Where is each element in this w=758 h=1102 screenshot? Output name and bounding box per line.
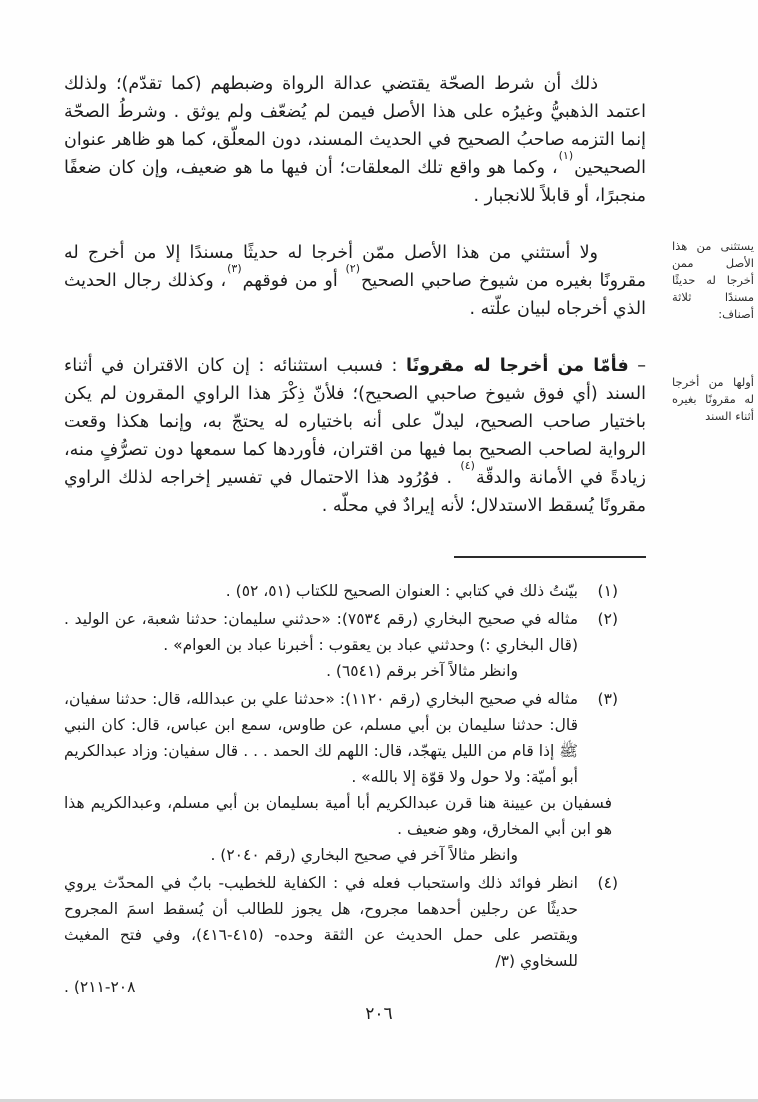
footnote-4-marker: (٤) [597, 874, 618, 892]
paragraph-3-dash: – [628, 356, 646, 376]
footnote-4-body [64, 870, 578, 1000]
footnote-3-body [64, 686, 612, 868]
footnote-2-marker: (٢) [597, 610, 618, 628]
footnote-3-marker: (٣) [597, 690, 618, 708]
page-number: ٢٠٦ [365, 1004, 393, 1024]
footnote-1-text: بيّنتُ ذلك في كتابي : العنوان الصحيح للكتاب (٥١، ٥٢) . [225, 582, 578, 600]
footnote-3-see-also: وانظر مثالاً آخر في صحيح البخاري (رقم ٢٠٤٠) . [210, 846, 518, 864]
footnote-1 [64, 578, 618, 604]
footnote-4-text: انظر فوائد ذلك واستحباب فعله في : الكفاية للخطيب- بابٌ في المحدّث يروي حديثًا عن رجلين أحدهما مجروح، هل يجوز للطالب أن يُسقط اسمَ المجروح ويقتصر على حمل الحديث عن الثقة وحده- (٤١٥-٤١٦)، وفي فتح المغيث للسخاوي (٣/ [64, 874, 578, 970]
paragraph-2-text: ولا أستثني من هذا الأصل ممّن أخرجا له حديثًا مسندًا إلا من أخرج له مقرونًا بغيره من شيوخ صاحبي الصحيح [64, 243, 646, 291]
footnote-2 [64, 606, 618, 684]
main-text [64, 70, 646, 560]
footnote-separator [454, 556, 646, 558]
paragraph-2 [64, 239, 646, 323]
footnote-ref-2: (٢) [345, 262, 360, 276]
paragraph-3-text-end: . فوُرُود هذا الاحتمال في تفسير إخراجه لذلك الراوي مقرونًا يُسقط الاستدلال؛ لأنه إيرادٌ في محلّه . [64, 468, 646, 516]
footnote-ref-4: (٤) [460, 459, 475, 473]
footnote-3 [64, 686, 618, 868]
footnote-1-marker: (١) [597, 582, 618, 600]
footnote-2-see-also: وانظر مثالاً آخر برقم (٦٥٤١) . [326, 662, 518, 680]
margin-note-1: يستثنى من هذا الأصل ممن أخرجا له حديثًا مسندًا ثلاثة أصناف: [672, 239, 754, 321]
paragraph-3-text: : فسبب استثنائه : إن كان الاقتران في أثناء السند (أي فوق شيوخ صاحبي الصحيح)؛ فلأنّ ذِكْرَ هذا الراوي المقرون لم يكن باختيار صاحب الصحيح، ليدلّ على أنه باختياره له يحتجّ به، وإنما هكذا وقعت الرواية لصاحب الصحيح بما فيها من اقتران، فأوردها كما سمعها دون تصرُّفٍ منه، زيادةً في الأمانة والدقّة [64, 356, 646, 488]
paragraph-2-text-end: ، وكذلك رجال الحديث الذي أخرجاه لبيان علّته . [64, 271, 646, 319]
paragraph-1-text-cont: ، وكما هو واقع تلك المعلقات؛ أن فيها ما هو ضعيف، وإن كان ضعفًا منجبرًا، أو قابلاً للانجبار . [64, 158, 646, 206]
footnote-ref-1: (١) [558, 149, 574, 163]
footnote-2-body [64, 606, 578, 684]
footnote-3-comment: فسفيان بن عيينة هنا قرن عبدالكريم أبا أمية بسليمان بن أبي مسلم، وعبدالكريم هذا هو ابن أبي المخارق، وهو ضعيف . [64, 794, 612, 838]
paragraph-2-text-cont: أو من فوقهم [242, 271, 345, 291]
footnote-3-text: مثاله في صحيح البخاري (رقم ١١٢٠): «حدثنا علي بن عبدالله، قال: حدثنا سفيان، قال: حدثنا سليمان بن أبي مسلم، عن طاوس، سمع ابن عباس، قال: كان النبي ﷺ إذا قام من الليل يتهجّد، قال: اللهم لك الحمد . . . قال سفيان: وزاد عبدالكريم أبو أميّة: ولا حول ولا قوّة إلا بالله» . [64, 690, 579, 786]
margin-note-2: أولها من أخرجا له مقرونًا بغيره أثناء السند [672, 375, 754, 423]
paragraph-1 [64, 70, 646, 210]
footnote-ref-3: (٣) [227, 262, 242, 276]
footnote-2-text: مثاله في صحيح البخاري (رقم ٧٥٣٤): «حدثني سليمان: حدثنا شعبة، عن الوليد . (قال البخاري :) وحدثني عباد بن يعقوب : أخبرنا عباد بن العوام» . [64, 610, 579, 654]
paragraph-1-text: ذلك أن شرط الصحّة يقتضي عدالة الرواة وضبطهم (كما تقدّم)؛ ولذلك اعتمد الذهبيُّ وغيرُه على هذا الأصل فيمن لم يُضعّف ولم يوثق . وشرطُ الصحّة إنما التزمه صاحبُ الصحيح في الحديث المسند، دون المعلّق، كما هو ظاهر عنوان الصحيحين [64, 74, 646, 178]
footnote-4-page-range: ٢٠٨-٢١١) . [64, 978, 136, 996]
footnote-4 [64, 870, 618, 1000]
paragraph-3-bold-lead: فأمّا من أخرجا له مقرونًا [406, 356, 629, 376]
footnotes-section [64, 578, 618, 1002]
paragraph-3 [64, 352, 646, 520]
footnote-1-body [64, 578, 578, 604]
